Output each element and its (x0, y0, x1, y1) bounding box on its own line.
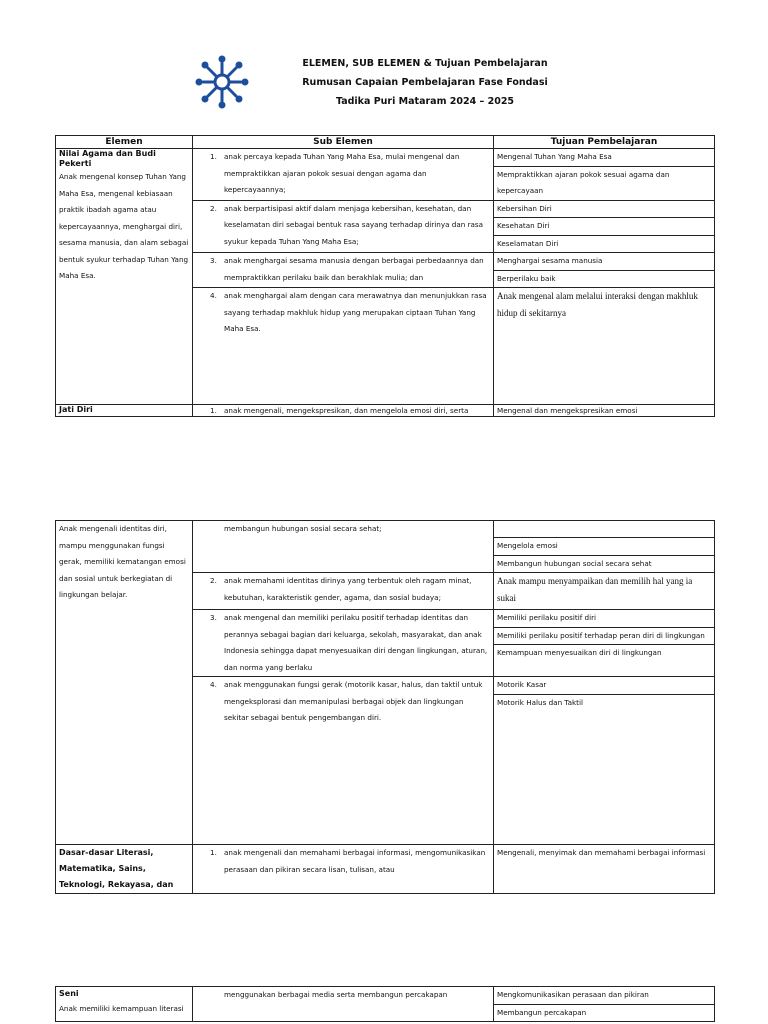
tujuan-item: Motorik Halus dan Taktil (497, 697, 583, 707)
sub-number: 2. (210, 203, 217, 213)
elemen-name: Dasar-dasar Literasi, Matematika, Sains, Teknologi, Rekayasa, dan (59, 848, 174, 889)
sub-elemen-cell (193, 521, 494, 573)
elemen-cell (56, 521, 193, 845)
tujuan-cell (494, 521, 715, 573)
tujuan-item (494, 521, 714, 538)
elemen-name: Nilai Agama dan Budi Pekerti (59, 149, 156, 168)
sub-text: anak menggunakan fungsi gerak (motorik kasar, halus, dan taktil untuk mengeksplorasi dan memanipulasi berbagai objek dan lingkungan sekitar sebagai bentuk pengembangan diri. (224, 680, 483, 722)
sub-number: 4. (210, 680, 217, 689)
tujuan-item: Memiliki perilaku positif diri (494, 610, 714, 628)
elemen-cell (56, 987, 193, 1022)
sub-number: 3. (210, 256, 217, 265)
sub-text: anak berpartisipasi aktif dalam menjaga kebersihan, kesehatan, dan keselamatan diri sebagai bentuk rasa sayang terhadap dirinya dan rasa syukur kepada Tuhan Yang Maha Esa; (224, 203, 484, 246)
tujuan-cell (494, 573, 715, 610)
sub-text: anak mengenali dan memahami berbagai informasi, mengomunikasikan perasaan dan pikiran secara lisan, tulisan, atau (224, 848, 486, 874)
sub-elemen-cell (193, 845, 494, 894)
title-line-3: Tadika Puri Mataram 2024 – 2025 (335, 96, 515, 107)
elemen-cell (56, 845, 193, 894)
tujuan-item: Mengenal dan mengekspresikan emosi (497, 406, 638, 415)
tujuan-cell (494, 610, 715, 677)
tujuan-cell (494, 1004, 715, 1022)
title-line-1: ELEMEN, SUB ELEMEN & Tujuan Pembelajaran (302, 58, 548, 69)
sub-text: anak percaya kepada Tuhan Yang Maha Esa, mulai mengenal dan mempraktikkan ajaran pokok sesuai dengan agama dan kepercayaannya; (224, 152, 460, 194)
tujuan-item: Kemampuan menyesuaikan diri di lingkungan (497, 648, 662, 657)
tujuan-cell (494, 253, 715, 288)
document-title (280, 54, 570, 111)
tujuan-item: Mengenal Tuhan Yang Maha Esa (494, 149, 714, 167)
sub-number: 1. (210, 848, 217, 857)
header-sub-elemen: Sub Elemen (193, 136, 494, 149)
tujuan-item: Anak mampu menyampaikan dan memilih hal yang ia sukai (497, 576, 693, 603)
elemen-cell (56, 149, 193, 405)
sub-elemen-cell (193, 149, 494, 201)
sub-text: menggunakan berbagai media serta membangun percakapan (224, 990, 448, 999)
sub-elemen-cell (193, 610, 494, 677)
document-header (190, 50, 590, 115)
tujuan-cell (494, 288, 715, 405)
curriculum-table-part-1 (55, 135, 715, 417)
curriculum-table-part-3 (55, 986, 715, 1022)
tujuan-item: Anak mengenal alam melalui interaksi dengan makhluk hidup di sekitarnya (497, 291, 698, 318)
tujuan-item: Mengenali, menyimak dan memahami berbagai informasi (497, 848, 706, 857)
tujuan-cell (494, 405, 715, 417)
tujuan-cell (494, 987, 715, 1005)
tujuan-item: Berperilaku baik (497, 273, 556, 283)
tujuan-item: Mengkomunikasikan perasaan dan pikiran (497, 990, 649, 999)
tujuan-item: Mengelola emosi (494, 538, 714, 556)
elemen-name: Jati Diri (59, 405, 93, 414)
tujuan-item: Membangun hubungan social secara sehat (497, 558, 652, 568)
sub-elemen-cell (193, 405, 494, 417)
tujuan-item: Motorik Kasar (494, 677, 714, 695)
tujuan-cell (494, 845, 715, 894)
tujuan-item: Keselamatan Diri (497, 238, 559, 248)
tujuan-item: Membangun percakapan (497, 1007, 587, 1017)
sub-elemen-cell (193, 573, 494, 610)
elemen-description: Anak memiliki kemampuan literasi (59, 1004, 184, 1013)
elemen-name: Seni (59, 989, 79, 998)
elemen-description: Anak mengenali identitas diri, mampu menggunakan fungsi gerak, memiliki kematangan emosi dan sosial untuk berkegiatan di lingkungan belajar. (59, 524, 186, 599)
sub-elemen-cell (193, 987, 494, 1022)
tujuan-item: Kebersihan Diri (494, 201, 714, 219)
title-line-2: Rumusan Capaian Pembelajaran Fase Fondasi (302, 77, 548, 88)
sub-elemen-cell (193, 200, 494, 253)
sub-text: anak menghargai sesama manusia dengan berbagai perbedaannya dan mempraktikkan perilaku baik dan berakhlak mulia; dan (224, 256, 484, 282)
tujuan-cell (494, 149, 715, 201)
tujuan-item: Memiliki perilaku positif terhadap peran diri di lingkungan (494, 628, 714, 646)
sub-number: 4. (210, 291, 217, 300)
tujuan-cell (494, 677, 715, 845)
sub-number: 1. (210, 152, 217, 161)
sub-text: anak mengenali, mengekspresikan, dan mengelola emosi diri, serta (224, 406, 469, 415)
tujuan-item: Mempraktikkan ajaran pokok sesuai agama dan kepercayaan (497, 169, 670, 195)
header-tujuan: Tujuan Pembelajaran (494, 136, 715, 149)
elemen-description: Anak mengenal konsep Tuhan Yang Maha Esa, mengenal kebiasaan praktik ibadah agama atau kepercayaannya, menghargai diri, sesama manusia, dan alam sebagai bentuk syukur terhadap Tuhan Yang Maha Esa. (59, 172, 189, 280)
curriculum-table-part-2 (55, 520, 715, 894)
elemen-cell (56, 405, 193, 417)
tujuan-item: Menghargai sesama manusia (494, 253, 714, 271)
sub-elemen-cell (193, 288, 494, 405)
school-logo-icon (194, 54, 250, 110)
sub-number: 2. (210, 576, 217, 585)
sub-elemen-cell (193, 253, 494, 288)
sub-elemen-cell (193, 677, 494, 845)
sub-text: anak mengenal dan memiliki perilaku positif terhadap identitas dan perannya sebagai bagian dari keluarga, sekolah, masyarakat, dan anak Indonesia sehingga dapat menyesuaikan diri dengan lingkungan, aturan, dan norma yang berlaku (224, 613, 488, 672)
tujuan-item: Kesehatan Diri (494, 218, 714, 236)
sub-text: anak menghargai alam dengan cara merawatnya dan menunjukkan rasa sayang terhadap makhluk hidup yang merupakan ciptaan Tuhan Yang Maha Esa. (224, 291, 487, 333)
sub-text: anak memahami identitas dirinya yang terbentuk oleh ragam minat, kebutuhan, karakteristik gender, agama, dan sosial budaya; (224, 576, 472, 602)
header-elemen: Elemen (56, 136, 193, 149)
sub-text: membangun hubungan sosial secara sehat; (224, 524, 382, 533)
tujuan-cell (494, 200, 715, 253)
sub-number: 1. (210, 406, 217, 415)
sub-number: 3. (210, 613, 217, 622)
